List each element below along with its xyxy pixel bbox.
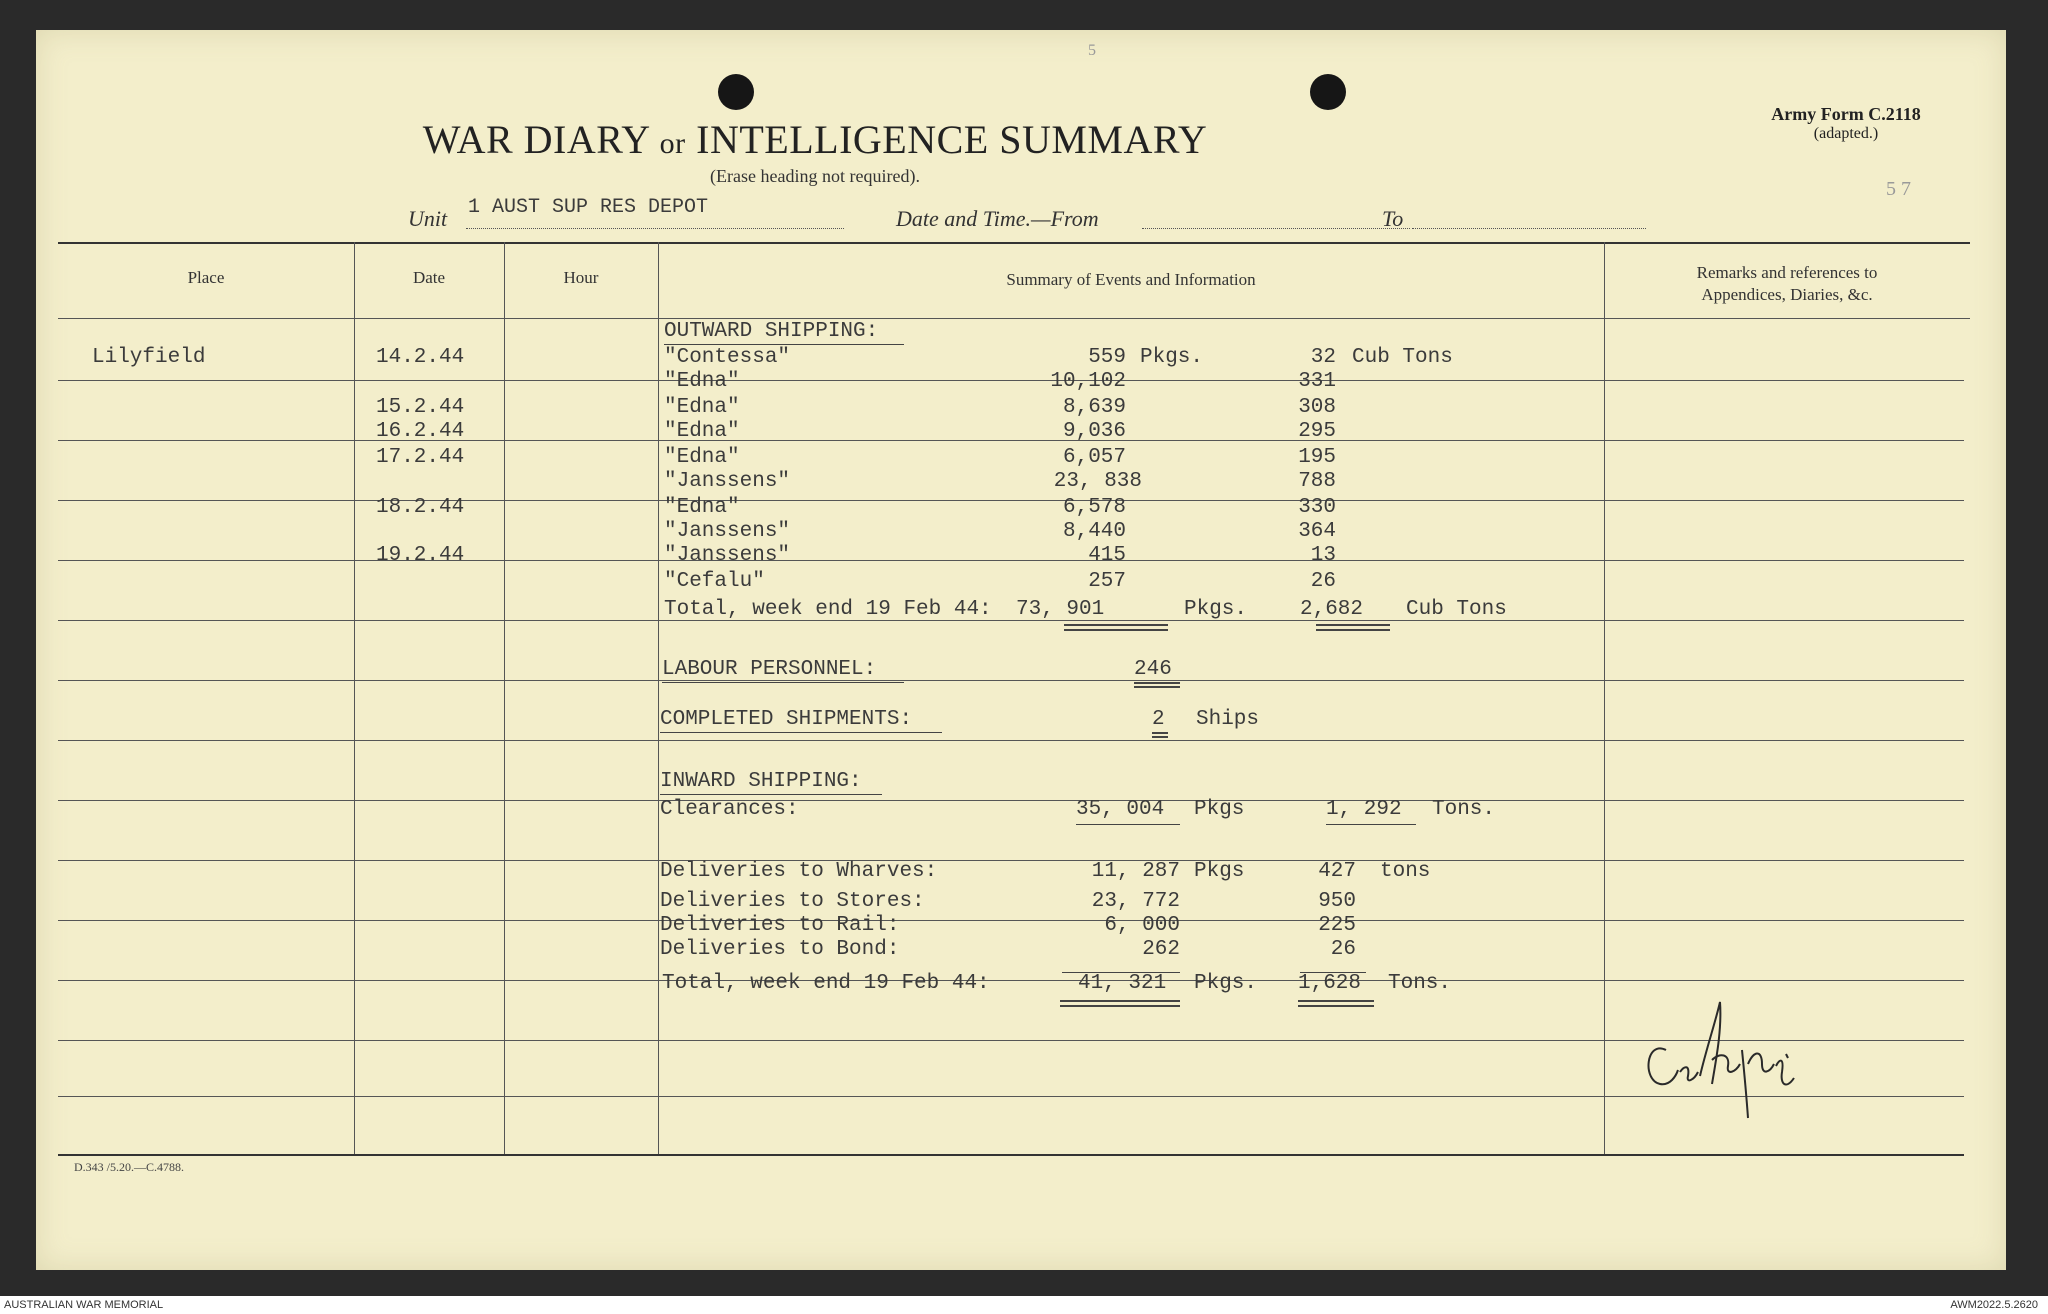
outward-total-tons-double-underline <box>1316 629 1390 631</box>
clearances-label: Clearances: <box>660 798 799 821</box>
pencil-folio-number: 5 7 <box>1886 178 1911 200</box>
from-dotline <box>1142 228 1410 229</box>
inward-heading-underline <box>660 794 882 795</box>
delivery-label: Deliveries to Bond: <box>660 938 900 961</box>
outward-total-pkgs: 73, 901 <box>1016 598 1105 621</box>
outward-heading: OUTWARD SHIPPING: <box>664 320 879 343</box>
completed-value-underline <box>1152 736 1168 738</box>
completed-value: 2 <box>1152 708 1165 731</box>
ship-pkgs: 257 <box>1088 570 1126 593</box>
rule-row <box>58 680 1964 681</box>
form-adapted-label: (adapted.) <box>1813 125 1879 142</box>
form-number-label: Army Form C.2118 <box>1771 104 1921 124</box>
ship-tons: 26 <box>1310 570 1336 593</box>
delivery-tons-unit: tons <box>1380 860 1431 883</box>
form-title <box>36 116 1594 163</box>
inward-total-pkgs-unit: Pkgs. <box>1194 972 1258 995</box>
date-15-2-44: 15.2.44 <box>376 396 465 419</box>
pencil-page-number: 5 <box>1088 42 1096 59</box>
to-label: To <box>1382 206 1404 231</box>
col-divider-place <box>354 242 355 1154</box>
date-14-2-44: 14.2.44 <box>376 346 465 369</box>
inward-total-label: Total, week end 19 Feb 44: <box>662 972 990 995</box>
inward-total-tons-double-underline <box>1298 1000 1374 1002</box>
labour-value-underline <box>1134 682 1180 684</box>
labour-label-underline <box>662 682 904 683</box>
rule-row <box>58 740 1964 741</box>
delivery-pkgs: 262 <box>1142 938 1180 961</box>
delivery-pkgs: 23, 772 <box>1091 890 1180 913</box>
header-place: Place <box>187 268 225 287</box>
ship-tons: 331 <box>1298 370 1336 393</box>
clearances-pkgs-underline <box>1076 824 1180 825</box>
ship-name: "Janssens" <box>664 520 791 543</box>
ship-name: "Edna" <box>664 496 740 519</box>
ship-tons: 330 <box>1298 496 1336 519</box>
outward-total-tons-double-underline <box>1316 624 1390 626</box>
header-remarks-line-2: Appendices, Diaries, &c. <box>1701 285 1873 304</box>
clearances-tons-unit: Tons. <box>1432 798 1496 821</box>
ship-pkgs: 23, 838 <box>1053 470 1142 493</box>
ship-tons: 195 <box>1298 446 1336 469</box>
ship-pkgs: 9,036 <box>1062 420 1126 443</box>
header-remarks-line-1: Remarks and references to <box>1696 263 1878 282</box>
inward-total-pkgs-double-underline <box>1060 1005 1180 1007</box>
form-subtitle: (Erase heading not required). <box>710 166 920 186</box>
rule-row <box>58 620 1964 621</box>
inward-total-tons-double-underline <box>1298 1005 1374 1007</box>
rule-header <box>58 318 1970 319</box>
ship-pkgs: 6,057 <box>1062 446 1126 469</box>
ship-pkgs: 8,440 <box>1062 520 1126 543</box>
ship-tons: 295 <box>1298 420 1336 443</box>
unit-value: 1 AUST SUP RES DEPOT <box>468 196 709 219</box>
ship-tons: 788 <box>1298 470 1336 493</box>
ship-tons: 364 <box>1298 520 1336 543</box>
ship-tons: 308 <box>1298 396 1336 419</box>
diary-sheet <box>36 30 2006 1270</box>
rule-row <box>58 800 1964 801</box>
officer-signature <box>1636 980 1836 1130</box>
delivery-tons: 427 <box>1318 860 1356 883</box>
inward-total-pkgs: 41, 321 <box>1078 972 1167 995</box>
col-divider-date <box>504 242 505 1154</box>
completed-unit: Ships <box>1196 708 1260 731</box>
clearances-tons: 1, 292 <box>1326 798 1402 821</box>
form-footer-code: D.343 /5.20.—C.4788. <box>74 1160 185 1174</box>
delivery-label: Deliveries to Wharves: <box>660 860 938 883</box>
completed-label: COMPLETED SHIPMENTS: <box>660 708 913 731</box>
ship-name: "Contessa" <box>664 346 791 369</box>
outward-total-pkgs-double-underline <box>1064 624 1168 626</box>
outward-total-tons: 2,682 <box>1300 598 1364 621</box>
place-value: Lilyfield <box>92 346 206 369</box>
outward-total-pkgs-double-underline <box>1064 629 1168 631</box>
title-part-2: INTELLIGENCE SUMMARY <box>696 117 1208 162</box>
pkgs-unit: Pkgs. <box>1140 346 1204 369</box>
date-17-2-44: 17.2.44 <box>376 446 465 469</box>
labour-value: 246 <box>1134 658 1172 681</box>
to-dotline <box>1412 228 1646 229</box>
delivery-pkgs-unit: Pkgs <box>1194 860 1245 883</box>
clearances-pkgs-unit: Pkgs <box>1194 798 1245 821</box>
header-remarks <box>1604 262 1970 306</box>
delivery-tons: 225 <box>1318 914 1356 937</box>
tons-unit: Cub Tons <box>1352 346 1453 369</box>
outward-total-pkgs-unit: Pkgs. <box>1184 598 1248 621</box>
outward-heading-underline <box>664 344 904 345</box>
date-time-label: Date and Time.—From <box>896 206 1099 231</box>
date-19-2-44: 19.2.44 <box>376 544 465 567</box>
outward-total-tons-unit: Cub Tons <box>1406 598 1507 621</box>
inward-heading: INWARD SHIPPING: <box>660 770 862 793</box>
table-bottom-border <box>58 1154 1964 1156</box>
ship-tons: 32 <box>1310 346 1336 369</box>
labour-label: LABOUR PERSONNEL: <box>662 658 877 681</box>
delivery-label: Deliveries to Stores: <box>660 890 925 913</box>
ship-name: "Edna" <box>664 396 740 419</box>
delivery-label: Deliveries to Rail: <box>660 914 900 937</box>
ship-name: "Edna" <box>664 370 740 393</box>
ship-name: "Edna" <box>664 446 740 469</box>
rule-row <box>58 860 1964 861</box>
punch-hole-right <box>1310 74 1346 110</box>
ship-name: "Janssens" <box>664 544 791 567</box>
title-part-1: WAR DIARY <box>422 117 650 162</box>
punch-hole-left <box>718 74 754 110</box>
delivery-tons: 950 <box>1318 890 1356 913</box>
inward-total-tons: 1,628 <box>1298 972 1362 995</box>
ship-pkgs: 6,578 <box>1062 496 1126 519</box>
delivery-pkgs: 11, 287 <box>1091 860 1180 883</box>
ship-pkgs: 415 <box>1088 544 1126 567</box>
outward-total-label: Total, week end 19 Feb 44: <box>664 598 992 621</box>
completed-value-underline <box>1152 732 1168 734</box>
unit-dotline <box>466 228 844 229</box>
date-18-2-44: 18.2.44 <box>376 496 465 519</box>
ship-name: "Edna" <box>664 420 740 443</box>
labour-value-underline <box>1134 686 1180 688</box>
title-or: or <box>659 127 686 160</box>
ship-name: "Cefalu" <box>664 570 765 593</box>
clearances-tons-underline <box>1326 824 1416 825</box>
delivery-tons: 26 <box>1330 938 1356 961</box>
completed-label-underline <box>660 732 942 733</box>
ship-pkgs: 559 <box>1088 346 1126 369</box>
delivery-pkgs: 6, 000 <box>1104 914 1180 937</box>
ship-pkgs: 8,639 <box>1062 396 1126 419</box>
ship-tons: 13 <box>1310 544 1336 567</box>
header-date: Date <box>412 268 446 287</box>
col-divider-summary <box>1604 242 1605 1154</box>
rule-row <box>58 920 1964 921</box>
inward-total-pkgs-double-underline <box>1060 1000 1180 1002</box>
ship-pkgs: 10,102 <box>1050 370 1126 393</box>
archive-reference: AWM2022.5.2620 <box>1950 1299 2038 1311</box>
table-top-border <box>58 242 1970 244</box>
form-number <box>1736 104 1956 143</box>
header-summary: Summary of Events and Information <box>1006 270 1256 289</box>
ship-name: "Janssens" <box>664 470 791 493</box>
unit-label: Unit <box>408 206 448 231</box>
inward-total-tons-unit: Tons. <box>1388 972 1452 995</box>
col-divider-hour <box>658 242 659 1154</box>
archive-name: AUSTRALIAN WAR MEMORIAL <box>4 1299 164 1311</box>
archive-bar <box>0 1296 2048 1314</box>
date-16-2-44: 16.2.44 <box>376 420 465 443</box>
clearances-pkgs: 35, 004 <box>1076 798 1165 821</box>
header-hour: Hour <box>563 268 599 287</box>
